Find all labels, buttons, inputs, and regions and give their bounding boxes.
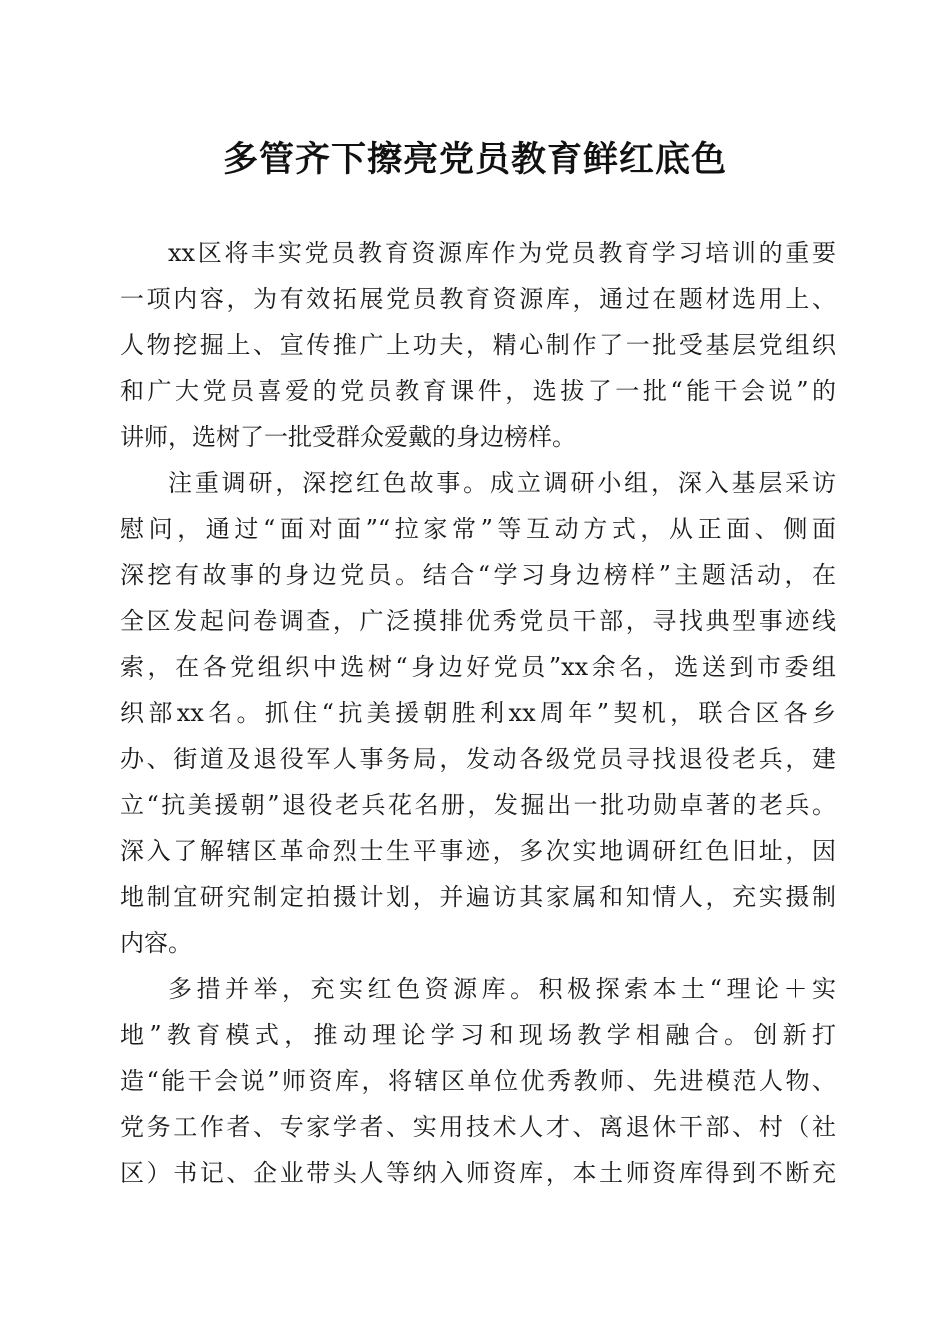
text-line: 深入了解辖区革命烈士生平事迹，多次实地调研红色旧址，因: [120, 837, 836, 865]
text-line: 织部xx名。抓住“抗美援朝胜利xx周年”契机，联合区各乡: [120, 699, 836, 727]
text-line: 全区发起问卷调查，广泛摸排优秀党员干部，寻找典型事迹线: [120, 607, 836, 635]
text-line: 多措并举，充实红色资源库。积极探索本土“理论＋实: [168, 975, 836, 1003]
document-body: [120, 230, 836, 1196]
text-line: 讲师，选树了一批受群众爱戴的身边榜样。: [120, 423, 576, 451]
text-line: 深挖有故事的身边党员。结合“学习身边榜样”主题活动，在: [120, 561, 836, 589]
text-line: 和广大党员喜爱的党员教育课件，选拔了一批“能干会说”的: [120, 377, 836, 405]
text-line: 办、街道及退役军人事务局，发动各级党员寻找退役老兵，建: [120, 745, 836, 773]
text-line: 慰问，通过“面对面”“拉家常”等互动方式，从正面、侧面: [120, 515, 836, 543]
document-title: 多管齐下擦亮党员教育鲜红底色: [222, 139, 727, 180]
text-line: 人物挖掘上、宣传推广上功夫，精心制作了一批受基层党组织: [120, 331, 836, 359]
text-line: 党务工作者、专家学者、实用技术人才、离退休干部、村（社: [120, 1113, 836, 1141]
paragraph-3: [120, 966, 836, 1196]
text-line: 地制宜研究制定拍摄计划，并遍访其家属和知情人，充实摄制: [120, 883, 836, 911]
text-line: 一项内容，为有效拓展党员教育资源库，通过在题材选用上、: [120, 285, 836, 313]
text-line: 地”教育模式，推动理论学习和现场教学相融合。创新打: [120, 1021, 836, 1049]
text-line: 注重调研，深挖红色故事。成立调研小组，深入基层采访: [168, 469, 836, 497]
text-line: 索，在各党组织中选树“身边好党员”xx余名，选送到市委组: [120, 653, 836, 681]
text-line: 立“抗美援朝”退役老兵花名册，发掘出一批功勋卓著的老兵。: [120, 791, 836, 819]
paragraph-1: [120, 230, 836, 460]
paragraph-2: [120, 460, 836, 966]
text-line: 区）书记、企业带头人等纳入师资库，本土师资库得到不断充: [120, 1159, 836, 1187]
text-line: 造“能干会说”师资库，将辖区单位优秀教师、先进模范人物、: [120, 1067, 836, 1095]
text-line: 内容。: [120, 929, 192, 957]
text-line: xx区将丰实党员教育资源库作为党员教育学习培训的重要: [168, 239, 836, 267]
